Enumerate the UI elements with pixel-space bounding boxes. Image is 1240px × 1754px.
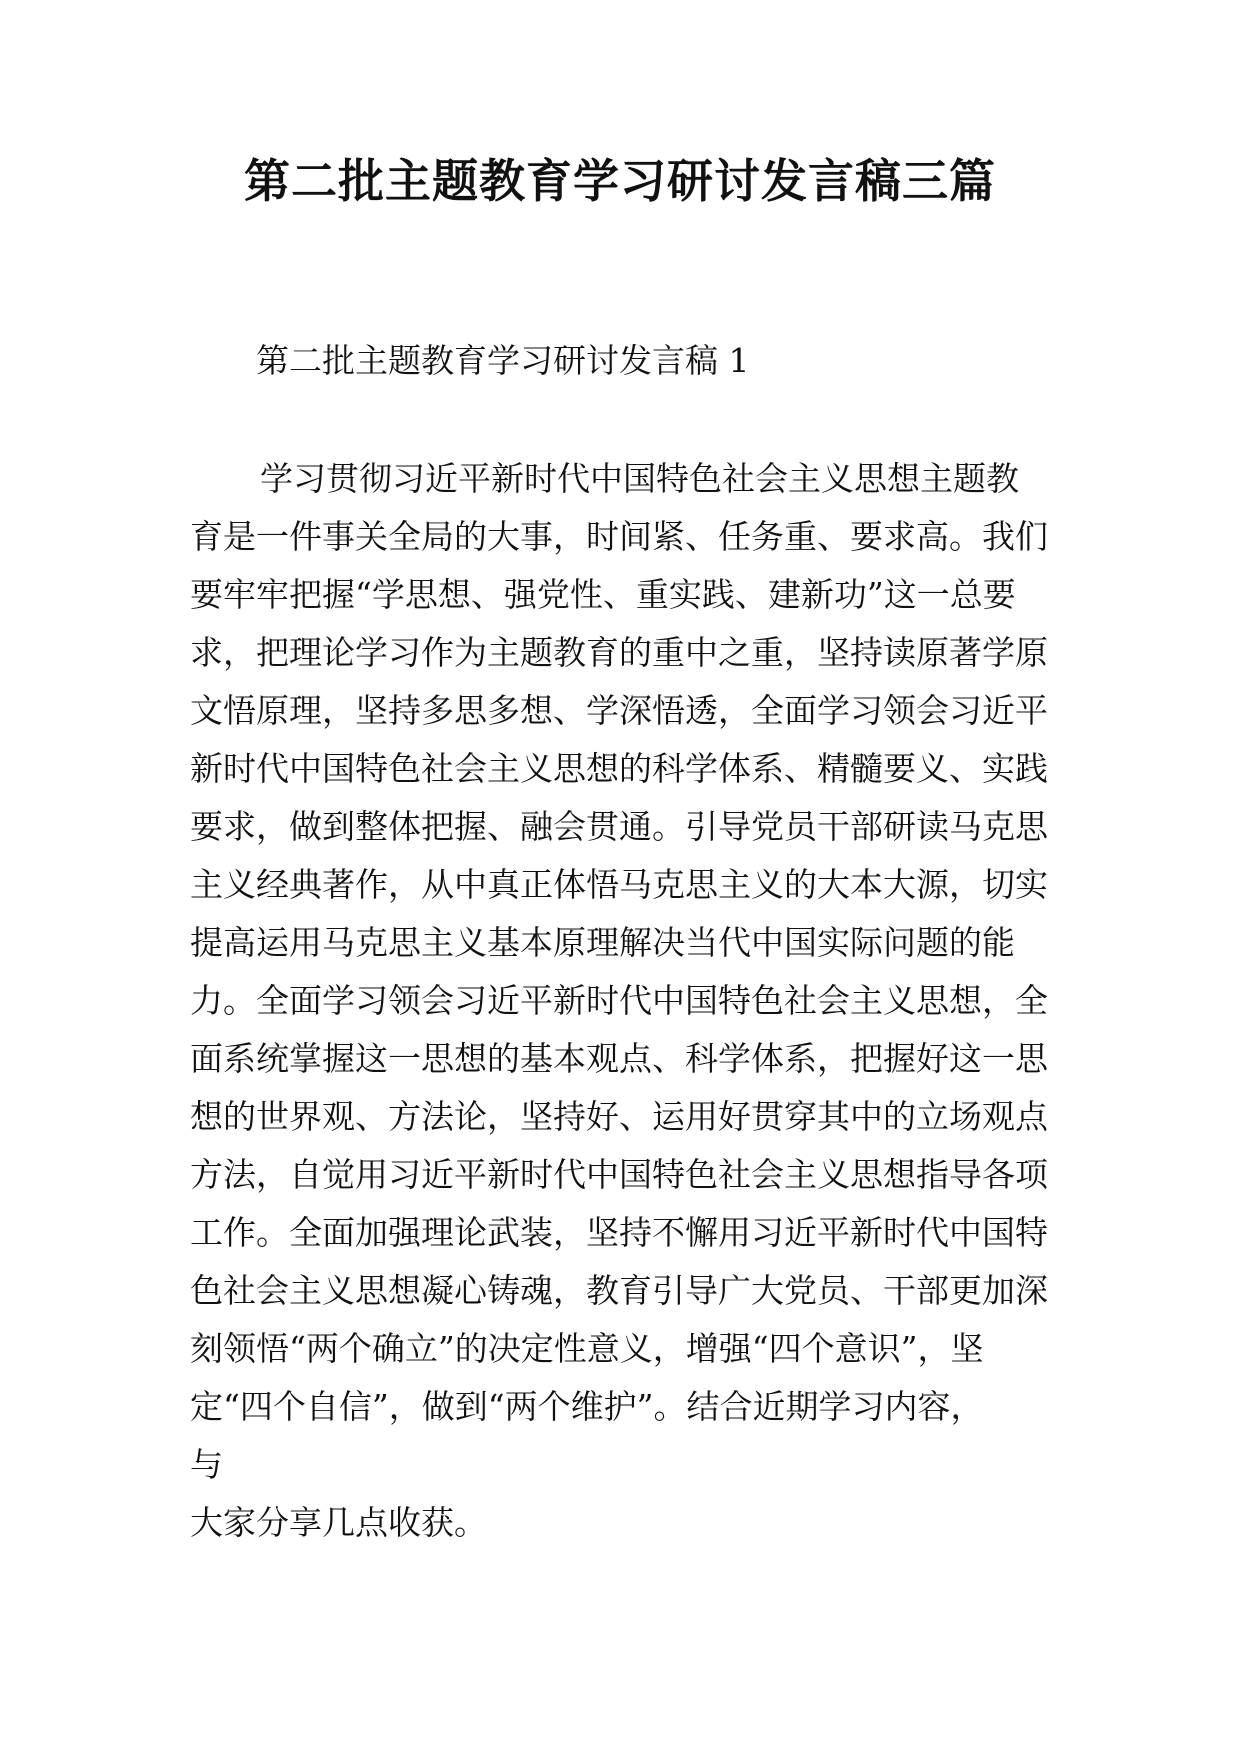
paragraph-line: 定“四个自信”，做到“两个维护”。结合近期学习内容， xyxy=(190,1387,984,1426)
paragraph-line: 求，把理论学习作为主题教育的重中之重，坚持读原著学原 xyxy=(190,633,1048,672)
paragraph-line: 大家分享几点收获。 xyxy=(190,1503,487,1542)
paragraph-line: 文悟原理，坚持多思多想、学深悟透，全面学习领会习近平 xyxy=(190,691,1048,730)
paragraph-line: 育是一件事关全局的大事，时间紧、任务重、要求高。我们 xyxy=(190,517,1048,556)
paragraph-line: 面系统掌握这一思想的基本观点、科学体系，把握好这一思 xyxy=(190,1039,1048,1078)
section-heading: 第二批主题教育学习研讨发言稿 1 xyxy=(256,341,750,380)
paragraph-line: 工作。全面加强理论武装，坚持不懈用习近平新时代中国特 xyxy=(190,1213,1048,1252)
paragraph-line: 与 xyxy=(190,1445,223,1484)
document-title: 第二批主题教育学习研讨发言稿三篇 xyxy=(244,154,996,208)
paragraph-line: 色社会主义思想凝心铸魂，教育引导广大党员、干部更加深 xyxy=(190,1271,1048,1310)
paragraph-line: 刻领悟“两个确立”的决定性意义，增强“四个意识”，坚 xyxy=(190,1329,984,1368)
paragraph-line: 想的世界观、方法论，坚持好、运用好贯穿其中的立场观点 xyxy=(190,1097,1048,1136)
paragraph-line: 新时代中国特色社会主义思想的科学体系、精髓要义、实践 xyxy=(190,749,1048,788)
paragraph-line: 要求，做到整体把握、融会贯通。引导党员干部研读马克思 xyxy=(190,807,1048,846)
body-paragraph xyxy=(190,450,1060,1552)
paragraph-line: 要牢牢把握“学思想、强党性、重实践、建新功”这一总要 xyxy=(190,575,1016,614)
paragraph-line: 主义经典著作，从中真正体悟马克思主义的大本大源，切实 xyxy=(190,865,1048,904)
paragraph-line: 提高运用马克思主义基本原理解决当代中国实际问题的能 xyxy=(190,923,1015,962)
paragraph-line: 方法，自觉用习近平新时代中国特色社会主义思想指导各项 xyxy=(190,1155,1048,1194)
paragraph-line: 力。全面学习领会习近平新时代中国特色社会主义思想，全 xyxy=(190,981,1048,1020)
paragraph-line: 学习贯彻习近平新时代中国特色社会主义思想主题教 xyxy=(260,459,1019,498)
